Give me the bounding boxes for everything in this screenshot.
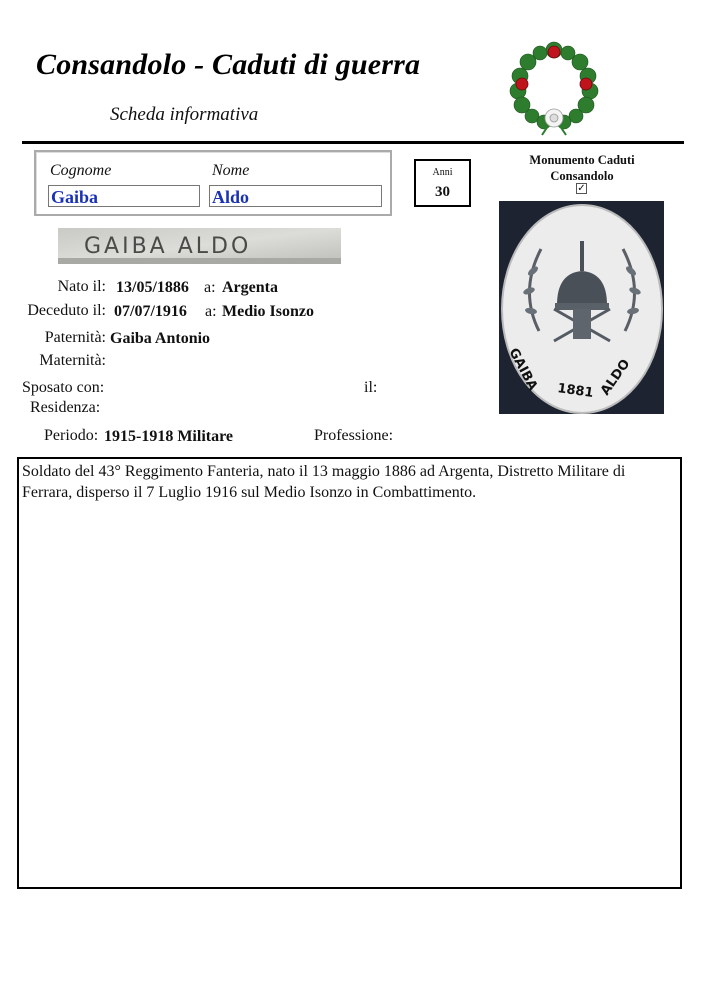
page-subtitle: Scheda informativa xyxy=(110,104,259,125)
period-value: 1915-1918 Militare xyxy=(104,428,234,445)
name-plaque-image xyxy=(58,228,341,264)
death-label: Deceduto il: xyxy=(27,302,106,319)
age-label: Anni xyxy=(432,167,453,178)
check-icon: ✓ xyxy=(577,183,586,194)
monument-title: Monumento Caduti Consandolo xyxy=(529,153,635,183)
residence-label: Residenza: xyxy=(30,399,101,416)
birth-place: Argenta xyxy=(222,279,278,296)
maternity-label: Maternità: xyxy=(39,352,106,369)
death-date: 07/07/1916 xyxy=(114,303,187,320)
birth-date: 13/05/1886 xyxy=(116,279,189,296)
paternity-value: Gaiba Antonio xyxy=(110,330,211,347)
monument-photo xyxy=(499,201,664,414)
plaque-text: GAIBA ALDO xyxy=(84,234,252,259)
page-title: Consandolo - Caduti di guerra xyxy=(36,48,421,81)
spouse-label: Sposato con: xyxy=(22,379,105,396)
age-box xyxy=(414,159,471,207)
birth-place-label: a: xyxy=(204,279,216,296)
cognome-field[interactable]: Gaiba xyxy=(48,185,200,207)
nome-label: Nome xyxy=(212,162,250,179)
cognome-label: Cognome xyxy=(50,162,112,179)
nome-field[interactable]: Aldo xyxy=(209,185,382,207)
paternity-label: Paternità: xyxy=(44,329,106,346)
monument-checkbox[interactable] xyxy=(576,183,587,194)
period-label: Periodo: xyxy=(44,427,99,444)
notes-box: Soldato del 43° Reggimento Fanteria, nato il 13 maggio 1886 ad Argenta, Distretto Militare di Ferrara, disperso il 7 Luglio 1916 sul Medio Isonzo in Combattimento. xyxy=(17,457,682,889)
photo-text-left: GAIBA xyxy=(505,345,541,394)
name-box xyxy=(34,150,392,216)
birth-label: Nato il: xyxy=(57,278,106,295)
photo-text-right: ALDO xyxy=(597,356,634,399)
profession-label: Professione: xyxy=(314,427,394,444)
photo-text-mid: 1881 xyxy=(556,381,595,401)
death-place-label: a: xyxy=(205,303,217,320)
header-divider xyxy=(22,141,684,144)
age-value: 30 xyxy=(435,184,450,200)
wreath-icon xyxy=(508,40,600,136)
death-place: Medio Isonzo xyxy=(222,303,314,320)
marriage-date-label: il: xyxy=(364,379,378,396)
